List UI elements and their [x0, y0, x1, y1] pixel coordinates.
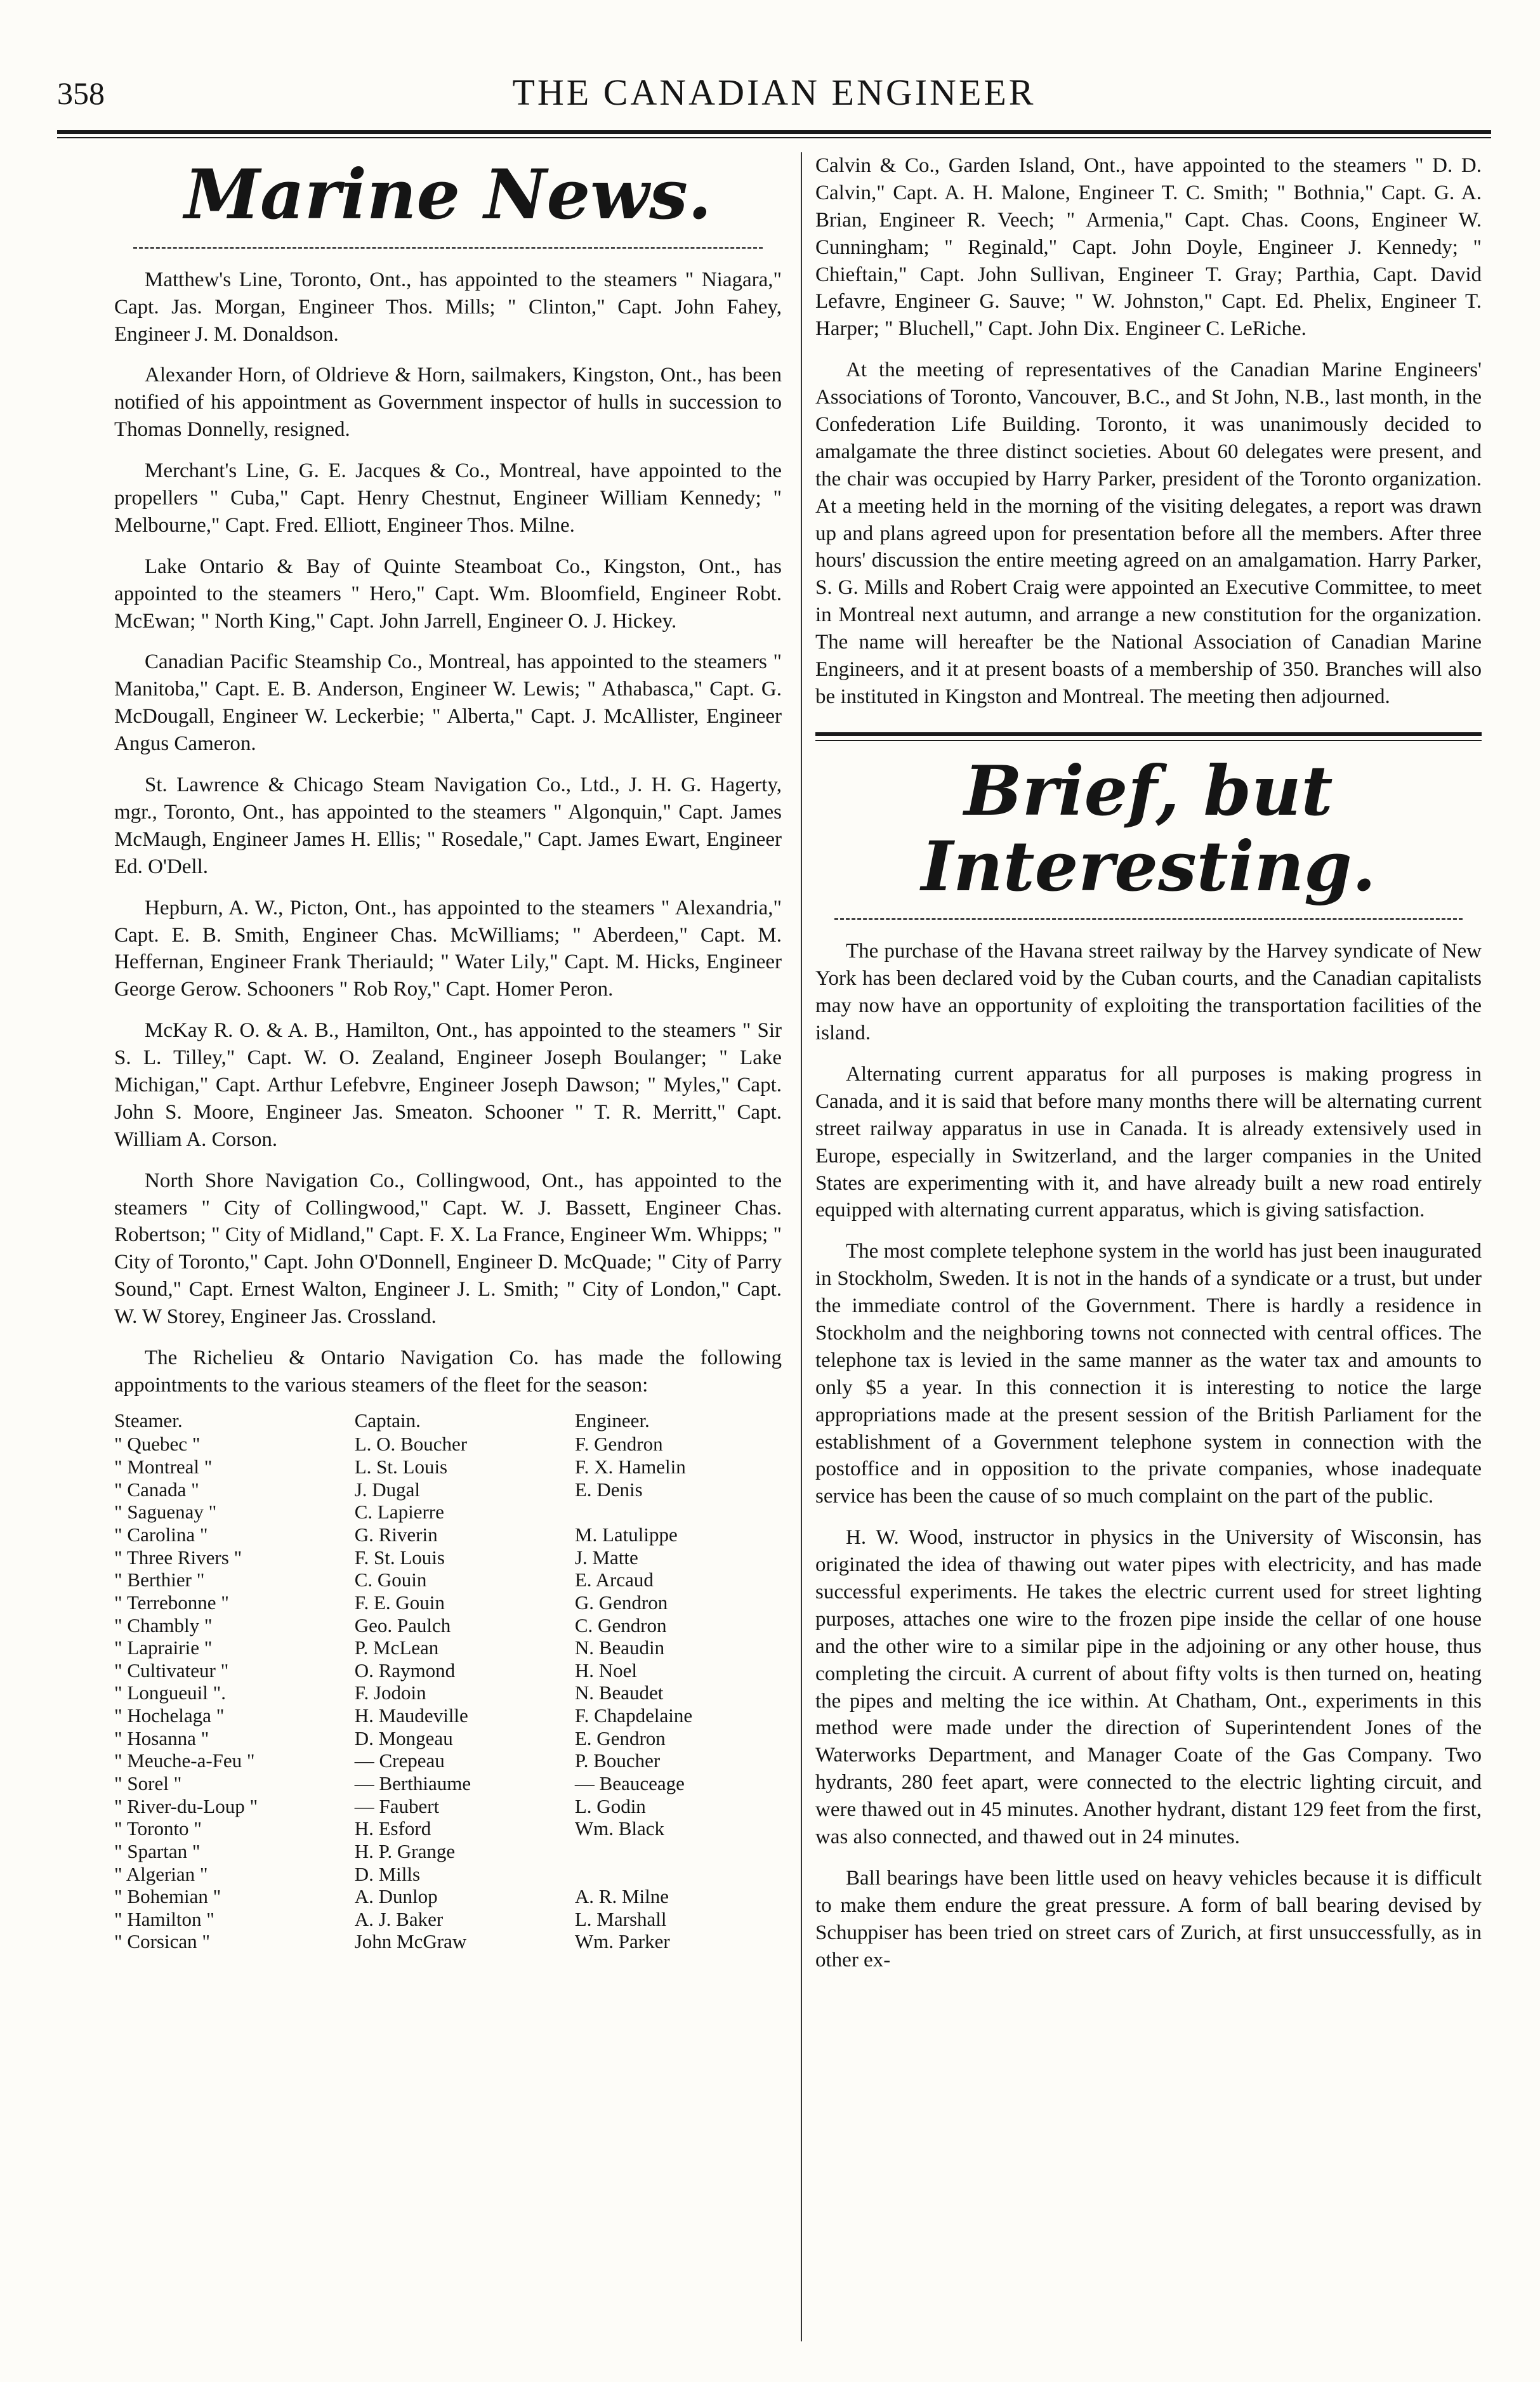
table-row	[114, 1885, 782, 1908]
captain-cell: G. Riverin	[354, 1523, 438, 1546]
engineer-cell: F. Gendron	[574, 1433, 663, 1456]
marine-paragraph: St. Lawrence & Chicago Steam Navigation Co., Ltd., J. H. G. Hagerty, mgr., Toronto, Ont., has appointed to the steamers " Algonquin," Capt. James McMaugh, Engineer James H. Ellis; " Rosedale," Capt. James Ewart, Engineer Ed. O'Dell.	[114, 773, 782, 878]
steamer-cell: " Meuche-a-Feu "	[114, 1749, 255, 1772]
engineer-cell: E. Arcaud	[574, 1569, 654, 1591]
section-rule-thin	[815, 740, 1482, 741]
brief-paragraph: The purchase of the Havana street railway by the Harvey syndicate of New York has been declared void by the Cuban courts, and the Canadian capitalists may now have an opportunity of exploiting the transportation facilities of the island.	[815, 940, 1482, 1045]
captain-cell: Geo. Paulch	[354, 1614, 451, 1636]
table-row	[114, 1614, 782, 1637]
steamer-cell: " Hamilton "	[114, 1907, 214, 1930]
engineer-cell: M. Latulippe	[574, 1523, 678, 1546]
header-rule-thin	[57, 137, 1491, 138]
brief-paragraph: Ball bearings have been little used on heavy vehicles because it is difficult to make them endure the great pressure. A form of ball bearing devised by Schuppiser has been tried on street cars of Zurich, at first unsuccessfully, as in other ex-	[815, 1866, 1482, 1971]
captain-cell: H. Esford	[354, 1817, 431, 1840]
marine-paragraph: The Richelieu & Ontario Navigation Co. has made the following appointments to the various steamers of the fleet for the season:	[114, 1346, 782, 1397]
engineer-cell: E. Gendron	[574, 1727, 666, 1749]
captain-cell: C. Lapierre	[354, 1501, 444, 1523]
captain-cell: — Crepeau	[354, 1749, 445, 1772]
table-row	[114, 1478, 782, 1501]
captain-cell: J. Dugal	[354, 1478, 421, 1501]
captain-cell: H. Maudeville	[354, 1704, 468, 1727]
steamer-cell: " Bohemian "	[114, 1885, 221, 1908]
engineer-cell: Wm. Parker	[574, 1930, 670, 1953]
table-row	[114, 1681, 782, 1704]
steamer-cell: " River-du-Loup "	[114, 1794, 258, 1817]
engineer-cell: G. Gendron	[574, 1591, 668, 1614]
engineer-cell: A. R. Milne	[574, 1885, 669, 1908]
captain-cell: L. St. Louis	[354, 1456, 448, 1478]
table-header-row	[114, 1409, 782, 1433]
steamer-cell: " Terrebonne "	[114, 1591, 229, 1614]
captain-cell: F. Jodoin	[354, 1681, 426, 1704]
captain-cell: A. J. Baker	[354, 1907, 444, 1930]
captain-cell: John McGraw	[354, 1930, 467, 1953]
brief-paragraph: The most complete telephone system in the world has just been inaugurated in Stockholm, Sweden. It is not in the hands of a syndicate or a trust, but under the immediate control of the Government. There is hardly a residence in Stockholm and the neighboring towns not connected with central offices. The telephone tax is levied in the same manner as the water tax and amounts to only $5 a year. In this connection it is interesting to notice the large appropriations made at the present session of the British Parliament for the establishment of a Government telephone system in connection with the postoffice and in opposition to the private companies, whose inadequate service has been the cause of so much complaint on the part of the public.	[815, 1240, 1482, 1508]
table-row	[114, 1659, 782, 1682]
marine-paragraph: Matthew's Line, Toronto, Ont., has appointed to the steamers " Niagara," Capt. Jas. Morgan, Engineer Thos. Mills; " Clinton," Capt. John Fahey, Engineer J. M. Donaldson.	[114, 268, 782, 346]
brief-interesting-heading: Brief, but Interesting.	[921, 751, 1376, 907]
steamer-cell: " Sorel "	[114, 1772, 182, 1794]
page-header	[57, 70, 1491, 121]
steamer-cell: " Spartan "	[114, 1839, 201, 1862]
page-number: 358	[57, 76, 105, 111]
engineer-cell: F. Chapdelaine	[574, 1704, 693, 1727]
engineer-cell	[575, 1501, 782, 1523]
marine-news-heading: Marine News.	[184, 155, 712, 235]
table-row	[114, 1546, 782, 1569]
captain-cell: O. Raymond	[354, 1659, 456, 1681]
engineer-cell	[575, 1863, 782, 1886]
engineer-cell	[575, 1840, 782, 1863]
captain-cell: A. Dunlop	[354, 1885, 438, 1908]
steamer-column-header: Steamer.	[114, 1409, 183, 1431]
marine-paragraph: Lake Ontario & Bay of Quinte Steamboat Co., Kingston, Ont., has appointed to the steamers " Hero," Capt. Wm. Bloomfield, Engineer Robt. McEwan; " North King," Capt. John Jarrell, Engineer O. J. Hickey.	[114, 555, 782, 633]
table-row	[114, 1930, 782, 1953]
engineer-cell: L. Godin	[574, 1794, 646, 1817]
engineer-column-header: Engineer.	[574, 1409, 650, 1431]
steamer-cell: " Longueuil ".	[114, 1681, 226, 1704]
table-row	[114, 1433, 782, 1456]
captain-cell: L. O. Boucher	[354, 1433, 468, 1456]
brief-paragraph: Alternating current apparatus for all purposes is making progress in Canada, and it is said that before many months there will be alternating current street railway apparatus in use in Canada. It is already extensively used in Europe, especially in Switzerland, and the larger companies in the United States are experimenting with it, and have already built a new road entirely equipped with alternating current apparatus, which is giving satisfaction.	[815, 1062, 1482, 1222]
table-row	[114, 1749, 782, 1772]
marine-paragraph: Merchant's Line, G. E. Jacques & Co., Montreal, have appointed to the propellers " Cuba," Capt. Henry Chestnut, Engineer William Kennedy; " Melbourne," Capt. Fred. Elliott, Engineer Thos. Milne.	[114, 459, 782, 537]
steamer-cell: " Canada "	[114, 1478, 199, 1501]
steamer-cell: " Hochelaga "	[114, 1704, 225, 1727]
table-row	[114, 1704, 782, 1727]
marine-paragraph: North Shore Navigation Co., Collingwood, Ont., has appointed to the steamers " City of Collingwood," Capt. W. J. Bassett, Engineer Chas. Robertson; " City of Midland," Capt. F. X. La France, Engineer Wm. Whipps; " City of Toronto," Capt. John O'Donnell, Engineer D. McQuade; " City of Parry Sound," Capt. Ernest Walton, Engineer J. L. Smith; " City of London," Capt. W. W Storey, Engineer Jas. Crossland.	[114, 1169, 782, 1329]
marine-paragraph: Alexander Horn, of Oldrieve & Horn, sailmakers, Kingston, Ont., has been notified of his appointment as Government inspector of hulls in succession to Thomas Donnelly, resigned.	[114, 364, 782, 442]
steamer-cell: " Quebec "	[114, 1433, 201, 1456]
engineer-cell: H. Noel	[574, 1659, 638, 1681]
captain-cell: P. McLean	[354, 1636, 439, 1659]
captain-cell: D. Mills	[354, 1862, 421, 1885]
steamer-cell: " Three Rivers "	[114, 1546, 242, 1569]
steamer-cell: " Berthier "	[114, 1569, 205, 1591]
steamer-cell: " Corsican "	[114, 1930, 211, 1953]
engineer-cell: C. Gendron	[574, 1614, 667, 1636]
table-row	[114, 1863, 782, 1886]
steamer-cell: " Carolina "	[114, 1523, 208, 1546]
engineer-cell: J. Matte	[574, 1546, 638, 1569]
marine-heading-rule	[133, 247, 763, 249]
season-appointments-table	[114, 1409, 782, 1953]
marine-paragraph: McKay R. O. & A. B., Hamilton, Ont., has appointed to the steamers " Sir S. L. Tilley," Capt. W. O. Zealand, Engineer Joseph Boulanger; " Lake Michigan," Capt. Arthur Lefebvre, Engineer Joseph Dawson; " Myles," Capt. John S. Moore, Engineer Jas. Smeaton. Schooner " T. R. Merritt," Capt. William A. Corson.	[114, 1019, 782, 1151]
table-row	[114, 1727, 782, 1750]
left-column	[114, 152, 782, 1953]
captain-cell: — Berthiaume	[354, 1772, 471, 1794]
captain-cell: F. St. Louis	[354, 1546, 445, 1569]
steamer-cell: " Algerian "	[114, 1862, 208, 1885]
engineer-cell: L. Marshall	[574, 1907, 667, 1930]
engineer-cell: — Beauceage	[574, 1772, 685, 1794]
table-row	[114, 1591, 782, 1614]
engineer-cell: F. X. Hamelin	[574, 1456, 686, 1478]
steamer-cell: " Chambly "	[114, 1614, 213, 1636]
captain-cell: F. E. Gouin	[354, 1591, 445, 1614]
table-row	[114, 1817, 782, 1840]
marine-paragraph: Canadian Pacific Steamship Co., Montreal, has appointed to the steamers " Manitoba," Capt. E. B. Anderson, Engineer W. Lewis; " Athabasca," Capt. G. McDougall, Engineer W. Leckerbie; " Alberta," Capt. J. McAllister, Engineer Angus Cameron.	[114, 650, 782, 756]
table-row	[114, 1523, 782, 1546]
captain-cell: C. Gouin	[354, 1569, 427, 1591]
marine-paragraph: Hepburn, A. W., Picton, Ont., has appointed to the steamers " Alexandria," Capt. E. B. Smith, Engineer Chas. McWilliams; " Aberdeen," Capt. M. Heffernan, Engineer Frank Theriauld; " Water Lily," Capt. M. Hicks, Engineer George Gerow. Schooners " Rob Roy," Capt. Homer Peron.	[114, 896, 782, 1001]
engineer-cell: N. Beaudin	[574, 1636, 665, 1659]
engineer-cell: N. Beaudet	[574, 1681, 664, 1704]
steamer-cell: " Laprairie "	[114, 1636, 213, 1659]
section-rule	[815, 732, 1482, 736]
table-row	[114, 1795, 782, 1818]
table-row	[114, 1772, 782, 1795]
brief-heading-rule	[834, 918, 1463, 920]
steamer-cell: " Cultivateur "	[114, 1659, 229, 1681]
engineer-cell: Wm. Black	[574, 1817, 665, 1840]
table-row	[114, 1569, 782, 1591]
engineer-cell: E. Denis	[574, 1478, 643, 1501]
table-row	[114, 1908, 782, 1931]
table-row	[114, 1456, 782, 1478]
table-row	[114, 1840, 782, 1863]
column-divider	[801, 152, 802, 2341]
engineer-cell: P. Boucher	[574, 1749, 661, 1772]
marine-paragraph: Calvin & Co., Garden Island, Ont., have appointed to the steamers " D. D. Calvin," Capt. A. H. Malone, Engineer T. C. Smith; " Bothnia," Capt. G. A. Brian, Engineer R. Veech; " Armenia," Capt. Chas. Coons, Engineer W. Cunningham; " Reginald," Capt. John Doyle, Engineer J. Kennedy; " Chieftain," Capt. John Sullivan, Engineer T. Gray; Parthia, Capt. David Lefavre, Engineer G. Sauve; " W. Johnston," Capt. Ed. Phelix, Engineer T. Harper; " Bluchell," Capt. John Dix. Engineer C. LeRiche.	[815, 154, 1482, 341]
marine-paragraph: At the meeting of representatives of the Canadian Marine Engineers' Associations of Toronto, Vancouver, B.C., and St John, N.B., last month, in the Confederation Life Building. Toronto, it was unanimously decided to amalgamate the three distinct societies. About 60 delegates were present, and the chair was occupied by Harry Parker, president of the Toronto organization. At a meeting held in the morning of the visiting delegates, a report was drawn up and plans agreed upon for presentation before all the members. After three hours' discussion the entire meeting agreed on an amalgamation. Harry Parker, S. G. Mills and Robert Craig were appointed an Executive Committee, to meet in Montreal next autumn, and arrange a new constitution for the organization. The name will hereafter be the National Association of Canadian Marine Engineers, and it at present boasts of a membership of 350. Branches will also be instituted in Kingston and Montreal. The meeting then adjourned.	[815, 359, 1482, 708]
running-head: THE CANADIAN ENGINEER	[512, 72, 1036, 113]
captain-column-header: Captain.	[354, 1409, 421, 1431]
captain-cell: D. Mongeau	[354, 1727, 453, 1749]
table-row	[114, 1636, 782, 1659]
steamer-cell: " Montreal "	[114, 1456, 213, 1478]
steamer-cell: " Toronto "	[114, 1817, 202, 1840]
header-rule	[57, 130, 1491, 134]
steamer-cell: " Saguenay "	[114, 1501, 217, 1523]
captain-cell: — Faubert	[354, 1794, 440, 1817]
captain-cell: H. P. Grange	[354, 1839, 456, 1862]
right-column	[815, 152, 1482, 1987]
steamer-cell: " Hosanna "	[114, 1727, 209, 1749]
brief-paragraph: H. W. Wood, instructor in physics in the University of Wisconsin, has originated the idea of thawing out water pipes with electricity, and has made successful experiments. He takes the electric current used for street lighting purposes, attaches one wire to the frozen pipe inside the cellar of one house and the other wire to a similar pipe in the adjoining or any other house, thus completing the circuit. A current of about fifty volts is then turned on, heating the pipes and melting the ice within. At Chatham, Ont., experiments in this method were made under the direction of Superintendent Jones of the Waterworks Department, and Manager Coate of the Gas Company. Two hydrants, 280 feet apart, were connected to the electric lighting circuit, and were thawed out in 45 minutes. Another hydrant, distant 129 feet from the first, was also connected, and thawed out in 24 minutes.	[815, 1526, 1482, 1849]
table-row	[114, 1501, 782, 1523]
